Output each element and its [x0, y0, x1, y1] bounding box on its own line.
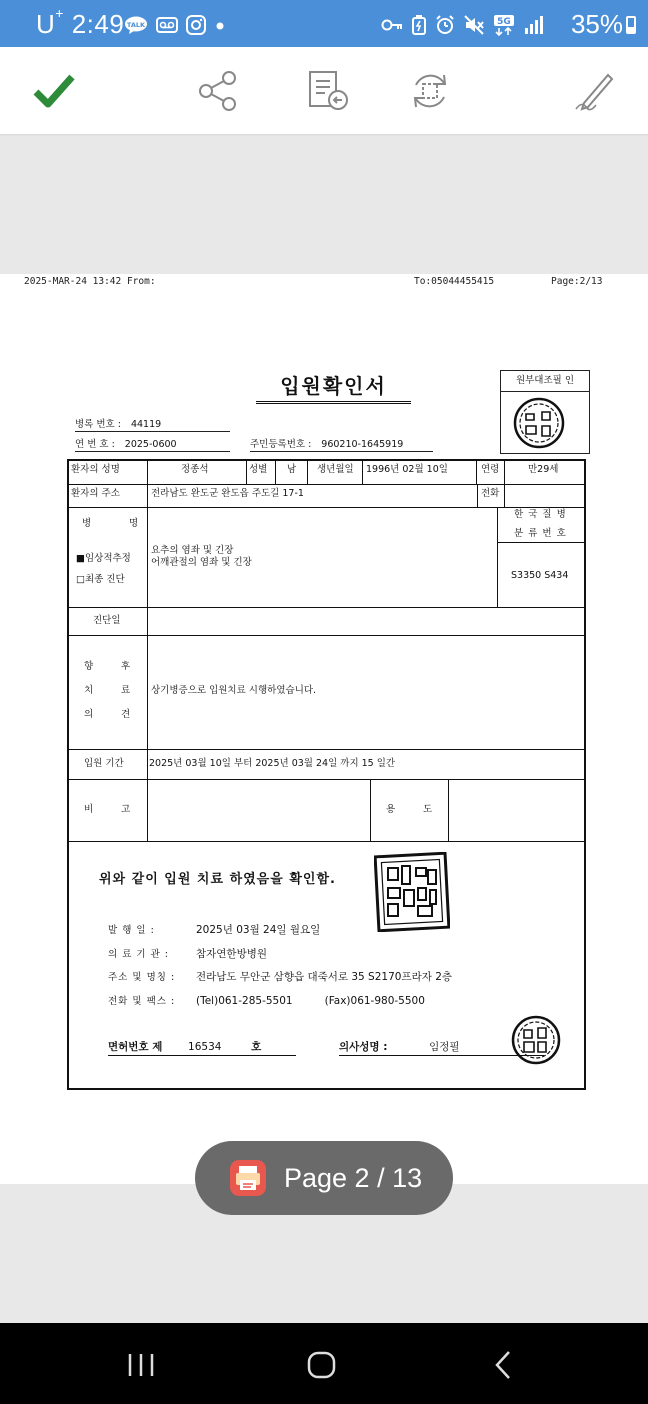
institution-label: 의 료 기 관 :: [108, 949, 169, 960]
serial-number: [75, 436, 230, 452]
institution-row: [108, 946, 267, 961]
resident-number: [250, 436, 433, 452]
age-label: 연령: [481, 464, 500, 475]
admission-period: 2025년 03월 10일 부터 2025년 03월 24일 까지 15 일간: [149, 758, 396, 769]
home-button[interactable]: [292, 1345, 352, 1385]
back-icon: [492, 1350, 516, 1380]
recent-apps-button[interactable]: [111, 1345, 171, 1385]
kcd-codes: S3350 S434: [511, 570, 569, 581]
document-import-icon: [305, 69, 351, 113]
talk-icon: [124, 16, 148, 39]
patient-name-label: 환자의 성명: [71, 464, 120, 475]
hospital-fax: (Fax)061-980-5500: [324, 995, 425, 1007]
use-label-1: 용: [386, 804, 396, 815]
prognosis-label-2: 후: [121, 661, 131, 672]
record-number-value: 44119: [130, 419, 162, 430]
birth-date: 1996년 02월 10일: [366, 464, 448, 475]
patient-name: 정종석: [181, 464, 209, 475]
diagnosis-1: 요추의 염좌 및 긴장: [151, 545, 234, 556]
resident-number-value: 960210-1645919: [321, 439, 404, 450]
age-value: 만29세: [528, 464, 559, 475]
signal-icon: [524, 16, 544, 39]
fax-datetime: 2025-MAR-24 13:42 From:: [24, 276, 156, 287]
prognosis-label-5: 의: [84, 709, 94, 720]
prognosis-label-1: 향: [84, 661, 94, 672]
mute-icon: [464, 15, 484, 40]
sex-value: 남: [287, 464, 297, 475]
use-label-2: 도: [423, 804, 433, 815]
network-type-label: 5G: [497, 17, 511, 27]
checkmark-icon: [32, 71, 76, 111]
battery-indicator: [571, 9, 636, 40]
alarm-icon: [435, 15, 455, 40]
toolbar: [0, 47, 648, 134]
hospital-address-label: 주소 및 명칭 :: [108, 972, 176, 983]
clinical-estimate-checkbox: ■임상적추정: [76, 553, 131, 564]
rotate-button[interactable]: [404, 65, 456, 117]
recent-apps-icon: [126, 1352, 156, 1378]
record-number-label: 병록 번호 :: [75, 419, 121, 430]
navigation-bar: [0, 1323, 648, 1404]
app-logo-icon: [230, 1160, 266, 1196]
notification-icons: [124, 15, 226, 40]
kcd-label-2: 분 류 번 호: [514, 528, 567, 539]
prognosis-label-3: 치: [84, 685, 94, 696]
issue-date-row: [108, 922, 320, 937]
seal-box-label: 원부대조필 인: [501, 371, 589, 392]
phone-label: 전화: [481, 488, 500, 499]
diagnosis-date-label: 진단일: [93, 615, 121, 626]
hospital-seal-icon: [374, 852, 450, 932]
document-import-button[interactable]: [302, 65, 354, 117]
license-label: 면허번호 제: [108, 1041, 163, 1053]
battery-saver-icon: [412, 15, 426, 40]
license-number: 16534: [188, 1041, 222, 1053]
treatment-opinion: 상기병증으로 입원치료 시행하였습니다.: [151, 685, 317, 696]
contact-row: [108, 993, 425, 1007]
disease-label-2: 명: [129, 518, 139, 529]
dot-icon: [214, 19, 226, 37]
record-number: [75, 416, 230, 432]
share-button[interactable]: [191, 65, 243, 117]
license-suffix: 호: [251, 1041, 262, 1053]
doctor-name: 임정필: [429, 1041, 460, 1053]
confirmation-statement: 위와 같이 입원 치료 하였음을 확인함.: [99, 872, 336, 887]
voicemail-icon: [156, 16, 178, 39]
prognosis-label-4: 료: [121, 685, 131, 696]
carrier-plus: +: [55, 5, 64, 21]
birth-label: 생년월일: [317, 464, 354, 475]
address-label: 환자의 주소: [71, 488, 120, 499]
system-icons: [381, 14, 544, 41]
hospital-address: 전라남도 무안군 삼향읍 대죽서로 35 S2170프라자 2층: [196, 971, 453, 983]
remarks-label-1: 비: [84, 804, 94, 815]
back-button[interactable]: [474, 1345, 534, 1385]
fax-to: To:05044455415: [414, 276, 495, 287]
page-indicator: [195, 1141, 453, 1215]
round-seal-icon: [512, 396, 566, 450]
sex-label: 성별: [249, 464, 268, 475]
status-bar: [0, 0, 648, 47]
share-icon: [196, 70, 238, 112]
clock: 2:49: [71, 9, 125, 39]
contact-label: 전화 및 팩스 :: [108, 996, 176, 1007]
doctor-seal-icon: [510, 1014, 562, 1066]
battery-icon: [626, 16, 636, 34]
rotate-icon: [408, 69, 452, 113]
confirm-button[interactable]: [28, 65, 80, 117]
institution-name: 참자연한방병원: [196, 948, 268, 960]
key-icon: [381, 17, 403, 38]
instagram-icon: [186, 15, 206, 40]
sign-button[interactable]: [568, 65, 620, 117]
issue-date: 2025년 03월 24일 월요일: [196, 924, 321, 936]
document-page[interactable]: [0, 274, 648, 1184]
disease-label-1: 병: [82, 518, 92, 529]
license-line: [108, 1039, 296, 1056]
status-time: [36, 5, 125, 40]
kcd-label-1: 한 국 질 병: [514, 509, 567, 520]
remarks-label-2: 고: [121, 804, 131, 815]
serial-number-label: 연 번 호 :: [75, 439, 115, 450]
carrier-label: U: [36, 9, 56, 39]
doctor-name-label: 의사성명 :: [339, 1041, 388, 1053]
pen-icon: [572, 69, 616, 113]
final-diagnosis-checkbox: □최종 진단: [76, 574, 125, 585]
home-icon: [307, 1351, 337, 1379]
issue-date-label: 발 행 일 :: [108, 925, 155, 936]
hospital-address-row: [108, 969, 452, 984]
hospital-tel: (Tel)061-285-5501: [196, 995, 293, 1007]
battery-percent: 35%: [570, 9, 623, 39]
diagnosis-2: 어깨관절의 염좌 및 긴장: [151, 557, 252, 568]
admission-period-label: 입원 기간: [84, 758, 124, 769]
patient-address: 전라남도 완도군 완도읍 주도길 17-1: [151, 488, 304, 499]
svg-text:TALK: TALK: [126, 21, 146, 29]
prognosis-label-6: 견: [121, 709, 131, 720]
serial-number-value: 2025-0600: [124, 439, 177, 450]
document-title: 입원확인서: [256, 370, 411, 404]
fax-page: Page:2/13: [551, 276, 603, 287]
resident-number-label: 주민등록번호 :: [250, 439, 312, 450]
5g-icon: [493, 14, 515, 41]
page-indicator-text: Page 2 / 13: [284, 1162, 423, 1193]
